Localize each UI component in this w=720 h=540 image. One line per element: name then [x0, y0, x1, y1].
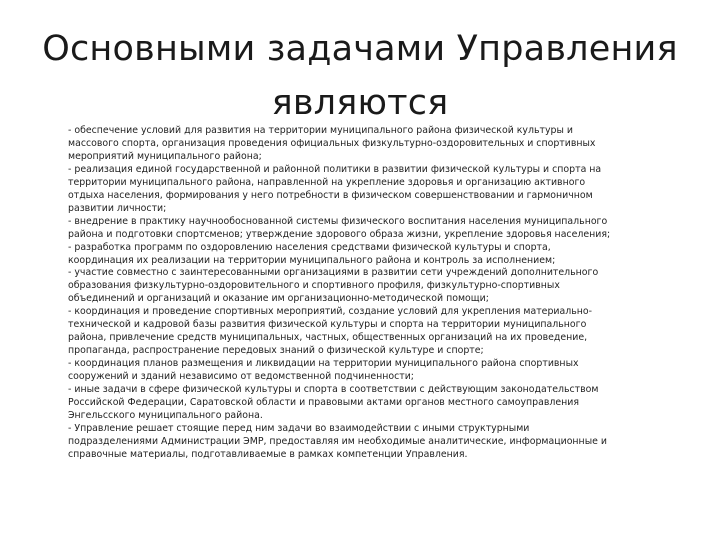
body-text-line: Энгельсского муниципального района.	[68, 409, 263, 421]
slide-title	[20, 22, 700, 130]
body-text-line: технической и кадровой базы развития физической культуры и спорта на территории муниципального	[68, 319, 587, 331]
body-text-line: отдыха населения, формирования у него потребности в физическом совершенствовании и гармоничном	[68, 189, 593, 201]
body-text-line: образования физкультурно-оздоровительного и спортивного профиля, физкультурно-спортивных	[68, 280, 560, 292]
body-text-line: - обеспечение условий для развития на территории муниципального района физической культуры и	[68, 125, 573, 136]
body-text-line: Российской Федерации, Саратовской области и правовыми актами органов местного самоуправления	[68, 397, 580, 409]
body-text-line: сооружений и зданий независимо от ведомственной подчиненности;	[68, 371, 414, 383]
body-text-line: - Управление решает стоящие перед ним задачи во взаимодействии с иными структурными	[68, 422, 530, 434]
slide-title-line: являются	[271, 83, 449, 123]
body-text-line: координация их реализации на территории муниципального района и контроль за исполнением;	[68, 254, 556, 266]
body-text-line: пропаганда, распространение передовых знаний о физической культуре и спорте;	[68, 345, 484, 357]
body-text-line: - реализация единой государственной и районной политики в развитии физической культуры и спорта на	[68, 163, 602, 175]
body-text-line: объединений и организаций и оказание им организационно-методической помощи;	[68, 293, 489, 305]
body-text-line: - разработка программ по оздоровлению населения средствами физической культуры и спорта,	[68, 241, 551, 253]
body-text-line: - координация планов размещения и ликвидации на территории муниципального района спортивных	[68, 358, 579, 370]
body-text-line: - иные задачи в сфере физической культуры и спорта в соответствии с действующим законодательством	[68, 384, 599, 396]
body-text-line: территории муниципального района, направленной на укрепление здоровья и организацию активного	[68, 176, 586, 188]
body-text-line: справочные материалы, подготавливаемые в рамках компетенции Управления.	[68, 448, 468, 460]
body-text-line: массового спорта, организация проведения официальных физкультурно-оздоровительных и спортивных	[68, 137, 596, 149]
body-text-line: подразделениями Администрации ЭМР, предоставляя им необходимые аналитические, информационные и	[68, 435, 607, 447]
body-text	[68, 125, 688, 462]
body-text-line: - участие совместно с заинтересованными организациями в развитии сети учреждений дополнительного	[68, 267, 599, 279]
body-text-line: - координация и проведение спортивных мероприятий, создание условий для укрепления материально-	[68, 306, 592, 318]
slide-title-line: Основными задачами Управления	[42, 29, 678, 69]
body-text-line: - внедрение в практику научнообоснованной системы физического воспитания населения муниципального	[68, 215, 608, 227]
body-text-line: района и подготовки спортсменов; утверждение здорового образа жизни, укрепление здоровья населения;	[68, 228, 611, 240]
body-text-line: района, привлечение средств муниципальных, частных, общественных организаций на их проведение,	[68, 332, 588, 344]
body-text-line: развитии личности;	[68, 202, 167, 214]
body-text-line: мероприятий муниципального района;	[68, 150, 262, 162]
